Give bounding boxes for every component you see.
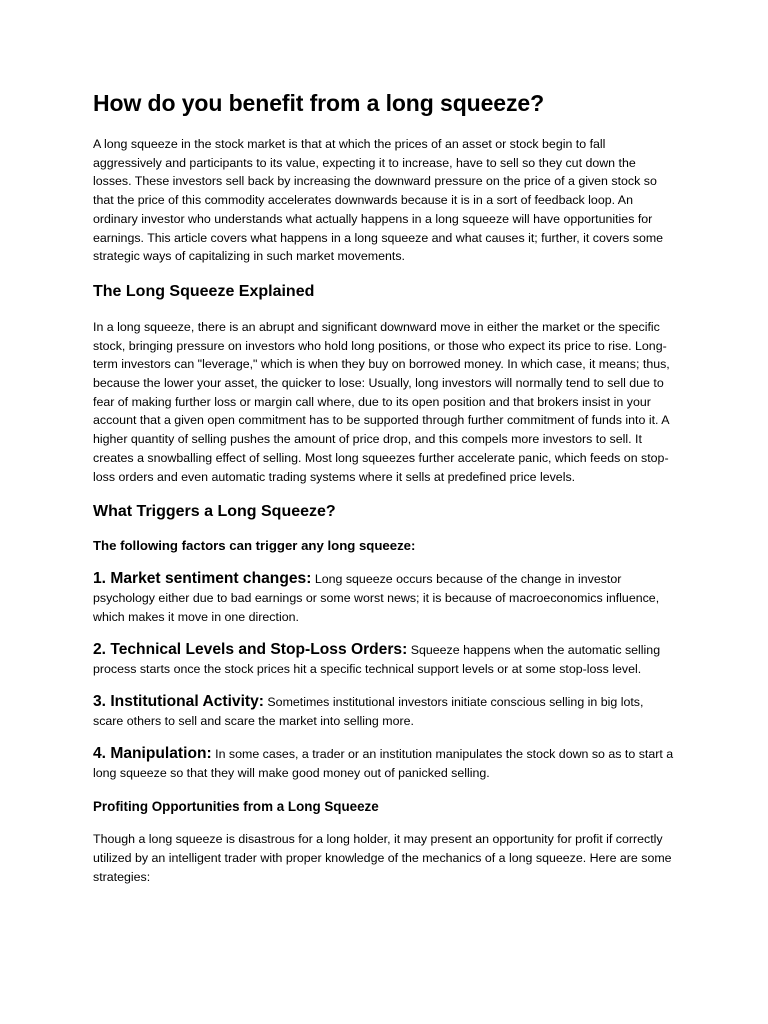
section-body-profiting: Though a long squeeze is disastrous for a long holder, it may present an opportunity for profit if correctly utilized by an intelligent trader with proper knowledge of the mechanics of a long squeeze. Here are some strategies: <box>93 832 672 884</box>
section-heading-long-squeeze-explained: The Long Squeeze Explained <box>93 282 315 300</box>
section-heading-profiting: Profiting Opportunities from a Long Squeeze <box>93 799 379 815</box>
section-heading-triggers: What Triggers a Long Squeeze? <box>93 503 336 521</box>
factor-text: Sometimes institutional investors initiate conscious selling in big lots, scare others to sell and scare the market into selling more. <box>93 695 644 729</box>
factor-text: Long squeeze occurs because of the change in investor psychology either due to bad earnings or some worst news; it is because of macroeconomics influence, which makes it move in one direction. <box>93 572 660 625</box>
factor-text: In some cases, a trader or an institution manipulates the stock down so as to start a long squeeze so that they will make good money out of panicked selling. <box>93 747 674 781</box>
intro-paragraph: A long squeeze in the stock market is that at which the prices of an asset or stock begin to fall aggressively and participants to its value, expecting it to increase, have to sell so they cut down the losses. These investors sell back by increasing the downward pressure on the price of a given stock so that the price of this commodity accelerates downwards because it is in a sort of feedback loop. An ordinary investor who understands what actually happens in a long squeeze will have opportunities for earnings. This article covers what happens in a long squeeze and what causes it; further, it covers some strategic ways of capitalizing in such market movements. <box>93 137 664 264</box>
factor-title: 3. Institutional Activity: <box>93 693 264 711</box>
triggers-subheading: The following factors can trigger any long squeeze: <box>93 538 416 554</box>
factor-item-manipulation <box>93 744 675 783</box>
factor-item-market-sentiment <box>93 569 675 627</box>
factor-item-institutional-activity <box>93 692 675 731</box>
article-title: How do you benefit from a long squeeze? <box>93 90 545 116</box>
document-page <box>93 86 675 886</box>
factor-title: 1. Market sentiment changes: <box>93 570 312 588</box>
factor-title: 4. Manipulation: <box>93 745 212 763</box>
factor-title: 2. Technical Levels and Stop-Loss Orders: <box>93 641 408 659</box>
factor-text: Squeeze happens when the automatic selling process starts once the stock prices hit a specific technical support levels or at some stop-loss level. <box>93 643 661 677</box>
section-body-long-squeeze-explained: In a long squeeze, there is an abrupt and significant downward move in either the market or the specific stock, bringing pressure on investors who hold long positions, or those who expect its price to rise. Long-term investors can "leverage," which is when they buy on borrowed money. In which case, it means; thus, because the lower your asset, the quicker to lose: Usually, long investors will normally tend to sell due to fear of making further loss or margin call where, due to its open position and that brokers insist in your account that a given open commitment has to be supported through further commitment of funds into it. A higher quantity of selling pushes the amount of price drop, and this compels more investors to sell. It creates a snowballing effect of selling. Most long squeezes further accelerate panic, which feeds on stop-loss orders and even automatic trading systems where it sells at predefined price levels. <box>93 319 670 484</box>
factor-item-technical-levels <box>93 640 675 679</box>
